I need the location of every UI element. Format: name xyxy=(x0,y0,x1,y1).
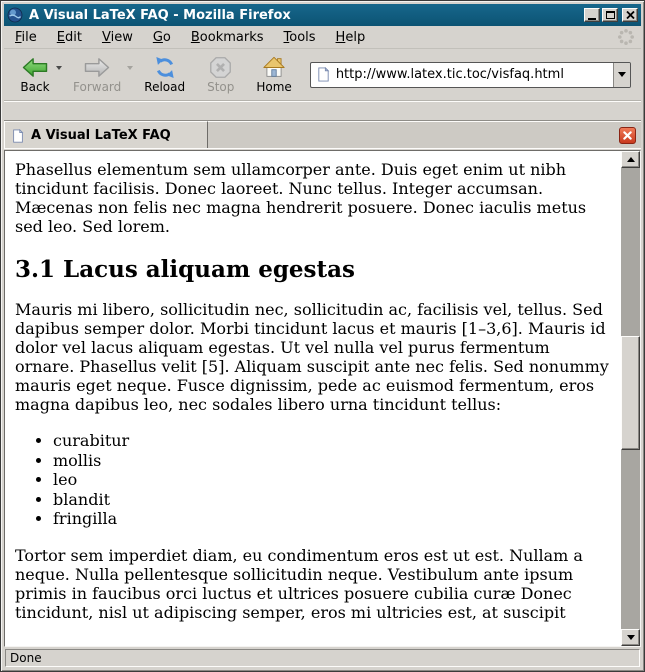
page-content xyxy=(5,151,621,646)
paragraph-1: Phasellus elementum sem ullamcorper ante. Duis eget enim ut nibh tincidunt facilisis. Donec laoreet. Nunc tellus. Integer accumsan. Mæcenas non felis nec magna hendrerit posuere. Donec iaculis metus sed leo. Sed lorem. xyxy=(15,160,587,236)
tab-a-visual-latex-faq[interactable] xyxy=(4,121,208,148)
reload-icon xyxy=(152,56,178,79)
list-item: • mollis xyxy=(53,451,611,471)
url-input[interactable] xyxy=(336,67,613,82)
menu-item-view[interactable]: View xyxy=(101,29,133,45)
back-button[interactable] xyxy=(16,55,54,95)
tab-close-button[interactable] xyxy=(619,127,636,144)
scroll-up-button[interactable] xyxy=(621,151,640,168)
back-label: Back xyxy=(20,79,50,94)
list-item: • fringilla xyxy=(53,509,611,529)
scrollbar-track[interactable] xyxy=(621,168,640,629)
menu-item-help[interactable]: Help xyxy=(335,29,366,45)
menu-item-file[interactable]: File xyxy=(15,29,37,45)
scroll-down-button[interactable] xyxy=(621,629,640,646)
menu-item-go[interactable]: Go xyxy=(152,29,171,45)
list-item: • blandit xyxy=(53,490,611,510)
status-field xyxy=(5,649,640,667)
reload-button[interactable] xyxy=(140,55,189,95)
stop-button[interactable] xyxy=(203,55,238,95)
back-dropdown-arrow-icon[interactable] xyxy=(56,66,62,73)
window-title: A Visual LaTeX FAQ - Mozilla Firefox xyxy=(29,7,291,23)
app-globe-icon xyxy=(7,7,23,23)
stop-icon xyxy=(208,56,233,79)
menu-item-edit[interactable]: Edit xyxy=(56,29,82,45)
forward-icon xyxy=(82,56,112,79)
tab-title: A Visual LaTeX FAQ xyxy=(31,127,171,143)
page-icon xyxy=(316,67,331,82)
url-bar xyxy=(310,62,631,88)
tab-page-icon xyxy=(11,128,25,142)
maximize-button[interactable] xyxy=(602,8,618,22)
scroll-up-icon xyxy=(627,157,635,162)
scroll-down-icon xyxy=(627,635,635,640)
title-bar xyxy=(4,4,641,26)
list-item: • curabitur xyxy=(53,431,611,451)
bullet-list xyxy=(15,431,611,529)
navigation-toolbar xyxy=(4,49,641,101)
stop-label: Stop xyxy=(207,79,235,94)
status-text: Done xyxy=(10,651,42,665)
close-button[interactable] xyxy=(622,8,638,22)
forward-dropdown-arrow-icon[interactable] xyxy=(127,66,133,73)
back-icon xyxy=(20,56,50,79)
menu-bar xyxy=(4,26,641,49)
paragraph-3: Tortor sem imperdiet diam, eu condimentum eros est ut est. Nullam a neque. Nulla pellentesque sollicitudin neque. Vestibulum ante ipsum primis in faucibus orci luctus et ultrices posuere cubilia curæ Donec tincidunt, nisl ut adipiscing semper, eros mi ultricies est, at suscipit xyxy=(15,545,583,622)
home-label: Home xyxy=(256,79,292,94)
maximize-icon xyxy=(606,11,615,19)
home-icon xyxy=(261,56,287,79)
scrollbar-thumb[interactable] xyxy=(621,336,640,450)
bookmarks-toolbar xyxy=(4,101,641,121)
minimize-button[interactable] xyxy=(584,8,600,22)
paragraph-2: Mauris mi libero, sollicitudin nec, sollicitudin ac, facilisis vel, tellus. Sed dapibus semper dolor. Morbi tincidunt lacus et mauris [1–3,6]. Mauris id dolor vel lacus aliquam egestas. Ut vel nulla vel purus fermentum ornare. Phasellus velit [5]. Aliquam suscipit ante nec felis. Sed nonummy mauris eget neque. Fusce dignissim, pede ac euismod fermentum, eros magna dapibus leo, nec sodales libero urna tincidunt tellus: xyxy=(15,300,609,414)
minimize-icon xyxy=(588,18,596,20)
forward-label: Forward xyxy=(73,79,122,94)
vertical-scrollbar xyxy=(621,151,640,646)
home-button[interactable] xyxy=(252,55,295,95)
tab-bar xyxy=(4,121,641,149)
status-bar xyxy=(4,648,641,668)
reload-label: Reload xyxy=(144,79,186,94)
dropdown-arrow-icon xyxy=(618,72,626,77)
section-heading: 3.1 Lacus aliquam egestas xyxy=(15,256,355,283)
close-icon xyxy=(626,11,635,19)
menu-item-tools[interactable]: Tools xyxy=(283,29,316,45)
url-dropdown-button[interactable] xyxy=(613,63,630,87)
browser-viewport xyxy=(4,150,641,647)
throbber-icon xyxy=(617,28,635,46)
tab-strip-empty xyxy=(208,121,641,148)
forward-button[interactable] xyxy=(69,55,125,95)
list-item: • leo xyxy=(53,470,611,490)
tab-close-icon xyxy=(623,131,632,140)
menu-item-bookmarks[interactable]: Bookmarks xyxy=(190,29,264,45)
